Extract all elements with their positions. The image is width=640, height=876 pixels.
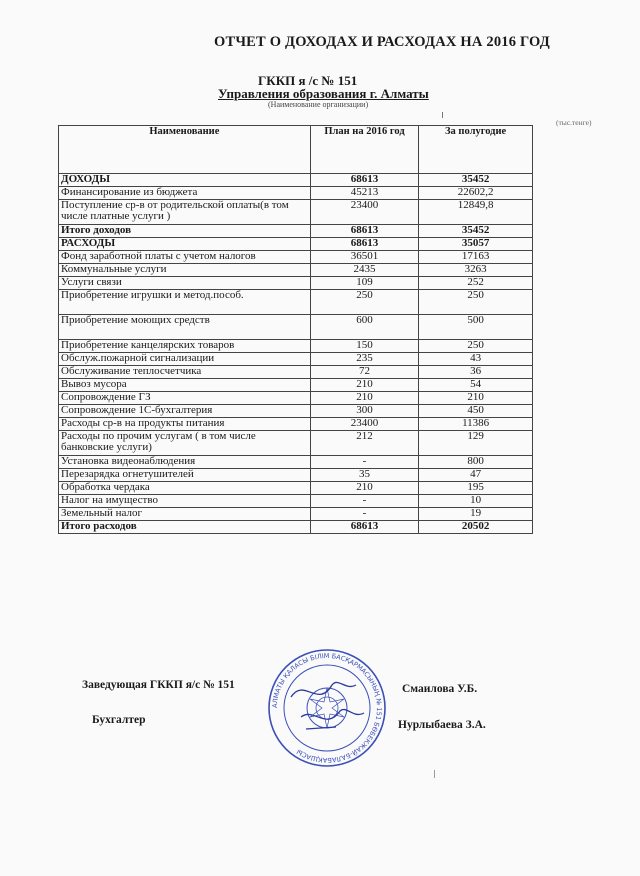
row-plan-value: 210 bbox=[310, 379, 418, 392]
row-name: Поступление ср-в от родительской оплаты(в том числе платные услуги ) bbox=[59, 200, 311, 225]
scan-mark bbox=[442, 112, 443, 118]
row-plan-value: 68613 bbox=[310, 225, 418, 238]
row-half-value: 35452 bbox=[419, 225, 533, 238]
row-half-value: 250 bbox=[419, 290, 533, 315]
stamp-ring-text: АЛМАТЫ ҚАЛАСЫ БІЛІМ БАСҚАРМАСЫНЫҢ № 151 БӨБЕКЖАЙ-БАЛАБАҚШАСЫ bbox=[270, 651, 384, 765]
row-name: Итого доходов bbox=[59, 225, 311, 238]
accountant-name: Нурлыбаева З.А. bbox=[398, 719, 486, 731]
org-name: ГККП я /с № 151 bbox=[258, 73, 358, 88]
col-header-name: Наименование bbox=[59, 126, 311, 174]
table-row bbox=[59, 521, 533, 534]
row-half-value: 800 bbox=[419, 456, 533, 469]
row-half-value: 43 bbox=[419, 353, 533, 366]
row-plan-value: 45213 bbox=[310, 187, 418, 200]
stamp-outer-ring bbox=[269, 650, 385, 766]
row-name: Приобретение моющих средств bbox=[59, 315, 311, 340]
row-plan-value: - bbox=[310, 456, 418, 469]
row-name: Обслуж.пожарной сигнализации bbox=[59, 353, 311, 366]
row-name: Итого расходов bbox=[59, 521, 311, 534]
row-half-value: 210 bbox=[419, 392, 533, 405]
row-plan-value: - bbox=[310, 495, 418, 508]
row-half-value: 252 bbox=[419, 277, 533, 290]
table-header-row bbox=[59, 126, 533, 174]
table-row bbox=[59, 482, 533, 495]
table-row bbox=[59, 431, 533, 456]
row-name: Сопровождение ГЗ bbox=[59, 392, 311, 405]
row-name: РАСХОДЫ bbox=[59, 238, 311, 251]
row-name: Финансирование из бюджета bbox=[59, 187, 311, 200]
row-plan-value: 2435 bbox=[310, 264, 418, 277]
row-plan-value: 23400 bbox=[310, 418, 418, 431]
row-name: ДОХОДЫ bbox=[59, 174, 311, 187]
table-row bbox=[59, 495, 533, 508]
table-row bbox=[59, 315, 533, 340]
row-name: Приобретение игрушки и метод.пособ. bbox=[59, 290, 311, 315]
row-plan-value: 210 bbox=[310, 392, 418, 405]
row-half-value: 195 bbox=[419, 482, 533, 495]
row-half-value: 20502 bbox=[419, 521, 533, 534]
table-row bbox=[59, 392, 533, 405]
official-stamp bbox=[266, 647, 388, 769]
row-half-value: 19 bbox=[419, 508, 533, 521]
emblem-icon bbox=[307, 688, 347, 728]
row-plan-value: 250 bbox=[310, 290, 418, 315]
row-half-value: 54 bbox=[419, 379, 533, 392]
row-name: Сопровождение 1С-бухгалтерия bbox=[59, 405, 311, 418]
table-row bbox=[59, 353, 533, 366]
row-plan-value: 210 bbox=[310, 482, 418, 495]
table-row bbox=[59, 277, 533, 290]
row-name: Обслуживание теплосчетчика bbox=[59, 366, 311, 379]
row-name: Обработка чердака bbox=[59, 482, 311, 495]
table-row bbox=[59, 366, 533, 379]
row-name: Земельный налог bbox=[59, 508, 311, 521]
row-half-value: 47 bbox=[419, 469, 533, 482]
row-name: Расходы по прочим услугам ( в том числе банковские услуги) bbox=[59, 431, 311, 456]
head-title: Заведующая ГККП я/с № 151 bbox=[82, 679, 235, 691]
row-plan-value: 68613 bbox=[310, 521, 418, 534]
table-row bbox=[59, 187, 533, 200]
row-half-value: 12849,8 bbox=[419, 200, 533, 225]
table-row bbox=[59, 290, 533, 315]
row-half-value: 10 bbox=[419, 495, 533, 508]
row-plan-value: 150 bbox=[310, 340, 418, 353]
row-plan-value: 300 bbox=[310, 405, 418, 418]
row-plan-value: 72 bbox=[310, 366, 418, 379]
row-half-value: 500 bbox=[419, 315, 533, 340]
row-plan-value: 36501 bbox=[310, 251, 418, 264]
col-header-plan: План на 2016 год bbox=[310, 126, 418, 174]
row-plan-value: 68613 bbox=[310, 174, 418, 187]
row-plan-value: 600 bbox=[310, 315, 418, 340]
row-plan-value: 23400 bbox=[310, 200, 418, 225]
row-plan-value: 109 bbox=[310, 277, 418, 290]
scan-mark bbox=[434, 770, 435, 778]
row-name: Услуги связи bbox=[59, 277, 311, 290]
table-row bbox=[59, 174, 533, 187]
row-half-value: 36 bbox=[419, 366, 533, 379]
table-row bbox=[59, 418, 533, 431]
table-body bbox=[59, 174, 533, 534]
row-plan-value: 212 bbox=[310, 431, 418, 456]
row-name: Вывоз мусора bbox=[59, 379, 311, 392]
row-name: Перезарядка огнетушителей bbox=[59, 469, 311, 482]
row-name: Приобретение канцелярских товаров bbox=[59, 340, 311, 353]
row-name: Фонд заработной платы с учетом налогов bbox=[59, 251, 311, 264]
row-half-value: 450 bbox=[419, 405, 533, 418]
table-row bbox=[59, 508, 533, 521]
row-name: Установка видеонаблюдения bbox=[59, 456, 311, 469]
row-plan-value: 68613 bbox=[310, 238, 418, 251]
row-half-value: 3263 bbox=[419, 264, 533, 277]
row-name: Налог на имущество bbox=[59, 495, 311, 508]
row-half-value: 129 bbox=[419, 431, 533, 456]
table-row bbox=[59, 340, 533, 353]
row-half-value: 35057 bbox=[419, 238, 533, 251]
report-title: ОТЧЕТ О ДОХОДАХ И РАСХОДАХ НА 2016 ГОД bbox=[213, 34, 550, 50]
table-row bbox=[59, 469, 533, 482]
accountant-title: Бухгалтер bbox=[92, 714, 146, 726]
row-half-value: 35452 bbox=[419, 174, 533, 187]
units-label: (тыс.тенге) bbox=[556, 118, 592, 127]
table-row bbox=[59, 200, 533, 225]
row-name: Расходы ср-в на продукты питания bbox=[59, 418, 311, 431]
org-caption: (Наименование организации) bbox=[268, 100, 369, 109]
row-half-value: 250 bbox=[419, 340, 533, 353]
table-row bbox=[59, 238, 533, 251]
col-header-half: За полугодие bbox=[419, 126, 533, 174]
row-plan-value: - bbox=[310, 508, 418, 521]
row-name: Коммунальные услуги bbox=[59, 264, 311, 277]
row-plan-value: 235 bbox=[310, 353, 418, 366]
row-plan-value: 35 bbox=[310, 469, 418, 482]
head-name: Смаилова У.Б. bbox=[402, 683, 478, 695]
row-half-value: 22602,2 bbox=[419, 187, 533, 200]
report-table bbox=[58, 125, 533, 534]
org-parent: Управления образования г. Алматы bbox=[218, 86, 429, 101]
table-row bbox=[59, 264, 533, 277]
table-row bbox=[59, 379, 533, 392]
table-row bbox=[59, 225, 533, 238]
table-row bbox=[59, 251, 533, 264]
table-row bbox=[59, 456, 533, 469]
stamp-inner-ring bbox=[284, 665, 370, 751]
row-half-value: 17163 bbox=[419, 251, 533, 264]
row-half-value: 11386 bbox=[419, 418, 533, 431]
table-row bbox=[59, 405, 533, 418]
